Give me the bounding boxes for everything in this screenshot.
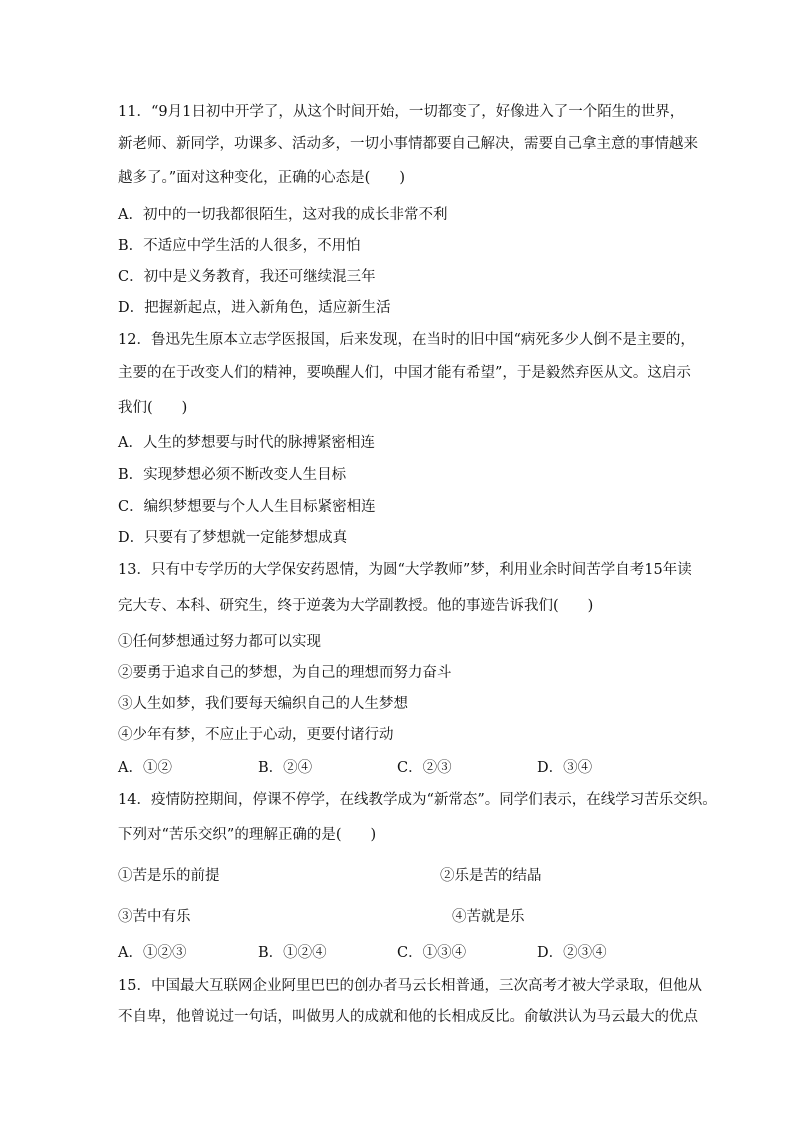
- q11-option-c: C．初中是义务教育，我还可继续混三年: [118, 269, 376, 285]
- q11-option-d: D．把握新起点，进入新角色，适应新生活: [118, 300, 391, 316]
- q13-stem-line-2: 完大专、本科、研究生，终于逆袭为大学副教授。他的事迹告诉我们( ): [118, 598, 594, 614]
- q12-stem-line-3: 我们( ): [118, 400, 188, 416]
- q14-statement-1: ①苦是乐的前提: [118, 868, 220, 884]
- q13-choice-b: B．②④: [258, 760, 313, 776]
- q11-option-b: B．不适应中学生活的人很多，不用怕: [118, 238, 361, 254]
- q14-choice-d: D．②③④: [537, 945, 607, 961]
- q14-statement-2: ②乐是苦的结晶: [440, 868, 542, 884]
- q14-stem-line-2: 下列对“苦乐交织”的理解正确的是( ): [118, 827, 377, 843]
- q12-option-a: A．人生的梦想要与时代的脉搏紧密相连: [118, 435, 375, 451]
- q15-stem-line-1: 15．中国最大互联网企业阿里巴巴的创办者马云长相普通，三次高考才被大学录取，但他从: [118, 978, 702, 994]
- q12-option-d: D．只要有了梦想就一定能梦想成真: [118, 530, 348, 546]
- q11-stem-line-3: 越多了。”面对这种变化，正确的心态是( ): [118, 170, 405, 186]
- q13-choice-d: D．③④: [537, 760, 593, 776]
- q13-statement-1: ①任何梦想通过努力都可以实现: [118, 634, 321, 650]
- q12-stem-line-2: 主要的在于改变人们的精神，要唤醒人们，中国才能有希望”，于是毅然弃医从文。这启示: [118, 365, 691, 381]
- q13-choice-a: A．①②: [118, 760, 172, 776]
- q14-choice-c: C．①③④: [397, 945, 467, 961]
- q14-choice-a: A．①②③: [118, 945, 187, 961]
- q14-choice-b: B．①②④: [258, 945, 327, 961]
- q11-stem-line-2: 新老师、新同学，功课多、活动多，一切小事情都要自己解决，需要自己拿主意的事情越来: [118, 136, 698, 152]
- q13-stem-line-1: 13．只有中专学历的大学保安药恩情，为圆“大学教师”梦，利用业余时间苦学自考15年读: [118, 562, 692, 578]
- q11-stem-line-1: 11．“9月1日初中开学了，从这个时间开始，一切都变了，好像进入了一个陌生的世界，: [118, 104, 685, 120]
- q13-statement-4: ④少年有梦，不应止于心动，更要付诸行动: [118, 727, 394, 743]
- q14-statement-3: ③苦中有乐: [118, 909, 191, 925]
- q12-option-b: B．实现梦想必须不断改变人生目标: [118, 467, 347, 483]
- q14-stem-line-1: 14．疫情防控期间，停课不停学，在线教学成为“新常态”。同学们表示，在线学习苦乐交织。: [118, 792, 717, 808]
- q14-statement-4: ④苦就是乐: [452, 909, 525, 925]
- q12-option-c: C．编织梦想要与个人人生目标紧密相连: [118, 499, 376, 515]
- q13-statement-2: ②要勇于追求自己的梦想，为自己的理想而努力奋斗: [118, 665, 452, 681]
- q12-stem-line-1: 12．鲁迅先生原本立志学医报国，后来发现，在当时的旧中国“病死多少人倒不是主要的，: [118, 332, 695, 348]
- q13-statement-3: ③人生如梦，我们要每天编织自己的人生梦想: [118, 696, 408, 712]
- q13-choice-c: C．②③: [397, 760, 452, 776]
- q15-stem-line-2: 不自卑，他曾说过一句话，叫做男人的成就和他的长相成反比。俞敏洪认为马云最大的优点: [118, 1009, 698, 1025]
- q11-option-a: A．初中的一切我都很陌生，这对我的成长非常不利: [118, 207, 448, 223]
